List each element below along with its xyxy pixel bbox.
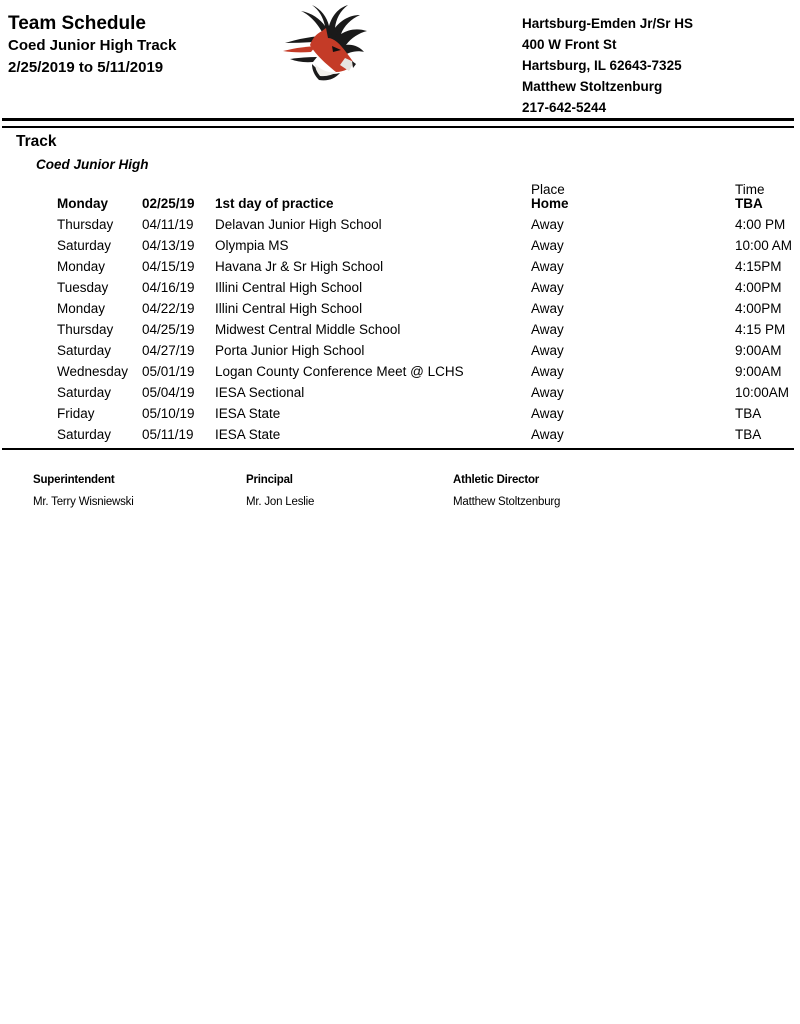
row-event: Olympia MS xyxy=(215,238,289,253)
row-event: Logan County Conference Meet @ LCHS xyxy=(215,364,464,379)
row-date: 05/10/19 xyxy=(142,406,195,421)
row-date: 04/16/19 xyxy=(142,280,195,295)
school-name: Hartsburg-Emden Jr/Sr HS xyxy=(522,16,694,31)
school-address-line2: Hartsburg, IL 62643-7325 xyxy=(522,58,682,73)
row-place: Away xyxy=(531,385,564,400)
row-day: Thursday xyxy=(57,322,114,337)
official-name-athletic-director: Matthew Stoltzenburg xyxy=(453,496,561,508)
row-time: 10:00AM xyxy=(735,385,790,400)
row-day: Saturday xyxy=(57,238,112,253)
row-day: Thursday xyxy=(57,217,114,232)
row-event: IESA Sectional xyxy=(215,385,305,400)
page-title: Team Schedule xyxy=(8,13,146,34)
row-event: 1st day of practice xyxy=(215,196,334,211)
row-day: Wednesday xyxy=(57,364,129,379)
row-event: IESA State xyxy=(215,427,281,442)
row-date: 04/13/19 xyxy=(142,238,195,253)
row-place: Away xyxy=(531,427,564,442)
row-date: 04/22/19 xyxy=(142,301,195,316)
time-column-header: Time xyxy=(735,182,765,197)
place-column-header: Place xyxy=(531,182,565,197)
school-contact-name: Matthew Stoltzenburg xyxy=(522,79,663,94)
row-day: Monday xyxy=(57,259,106,274)
school-info-block xyxy=(522,13,693,118)
row-date: 04/11/19 xyxy=(142,217,194,232)
table-row xyxy=(0,280,800,301)
row-event: Illini Central High School xyxy=(215,280,363,295)
table-row xyxy=(0,217,800,238)
school-address-line1: 400 W Front St xyxy=(522,37,617,52)
table-row xyxy=(0,259,800,280)
row-time: 9:00AM xyxy=(735,343,782,358)
row-place: Away xyxy=(531,364,564,379)
row-event: Porta Junior High School xyxy=(215,343,365,358)
table-row xyxy=(0,238,800,259)
row-place: Away xyxy=(531,322,564,337)
row-date: 04/25/19 xyxy=(142,322,195,337)
row-time: 4:00 PM xyxy=(735,217,786,232)
row-time: 4:00PM xyxy=(735,301,782,316)
row-time: 4:00PM xyxy=(735,280,782,295)
row-date: 05/01/19 xyxy=(142,364,195,379)
row-day: Saturday xyxy=(57,343,112,358)
sport-heading: Track xyxy=(16,133,57,150)
official-title-principal: Principal xyxy=(246,474,293,486)
row-time: TBA xyxy=(735,406,762,421)
table-row xyxy=(0,322,800,343)
row-place: Away xyxy=(531,343,564,358)
row-day: Friday xyxy=(57,406,95,421)
row-place: Away xyxy=(531,301,564,316)
row-event: Midwest Central Middle School xyxy=(215,322,401,337)
row-place: Away xyxy=(531,217,564,232)
row-time: 9:00AM xyxy=(735,364,782,379)
row-time: 4:15PM xyxy=(735,259,782,274)
row-day: Saturday xyxy=(57,427,112,442)
header-divider-thin xyxy=(2,126,794,128)
row-place: Home xyxy=(531,196,569,211)
header-left xyxy=(8,12,176,79)
table-row xyxy=(0,385,800,406)
row-place: Away xyxy=(531,406,564,421)
row-event: Delavan Junior High School xyxy=(215,217,382,232)
table-row xyxy=(0,406,800,427)
row-place: Away xyxy=(531,259,564,274)
official-name-principal: Mr. Jon Leslie xyxy=(246,496,315,508)
team-heading: Coed Junior High xyxy=(36,157,149,172)
schedule-rows xyxy=(0,217,800,448)
row-time: TBA xyxy=(735,427,762,442)
row-date: 05/11/19 xyxy=(142,427,194,442)
row-date: 05/04/19 xyxy=(142,385,195,400)
team-sport-subtitle: Coed Junior High Track xyxy=(8,37,177,54)
footer-divider xyxy=(2,448,794,450)
row-date: 02/25/19 xyxy=(142,196,195,211)
row-time: TBA xyxy=(735,196,763,211)
row-event: Illini Central High School xyxy=(215,301,363,316)
table-row-first-practice xyxy=(0,196,800,217)
table-row xyxy=(0,427,800,448)
row-time: 10:00 AM xyxy=(735,238,793,253)
row-event: Havana Jr & Sr High School xyxy=(215,259,384,274)
row-day: Tuesday xyxy=(57,280,109,295)
stag-mascot-logo-icon xyxy=(282,4,380,88)
row-day: Saturday xyxy=(57,385,112,400)
row-date: 04/27/19 xyxy=(142,343,195,358)
row-day: Monday xyxy=(57,301,106,316)
table-row xyxy=(0,364,800,385)
row-date: 04/15/19 xyxy=(142,259,195,274)
row-place: Away xyxy=(531,280,564,295)
schedule-table xyxy=(0,196,800,448)
schedule-date-range: 2/25/2019 to 5/11/2019 xyxy=(8,59,164,76)
official-title-athletic-director: Athletic Director xyxy=(453,474,540,486)
header-divider-thick xyxy=(2,118,794,121)
table-row xyxy=(0,343,800,364)
row-place: Away xyxy=(531,238,564,253)
row-event: IESA State xyxy=(215,406,281,421)
row-time: 4:15 PM xyxy=(735,322,786,337)
official-name-superintendent: Mr. Terry Wisniewski xyxy=(33,496,134,508)
row-day: Monday xyxy=(57,196,109,211)
school-phone: 217-642-5244 xyxy=(522,100,607,115)
official-title-superintendent: Superintendent xyxy=(33,474,115,486)
table-row xyxy=(0,301,800,322)
